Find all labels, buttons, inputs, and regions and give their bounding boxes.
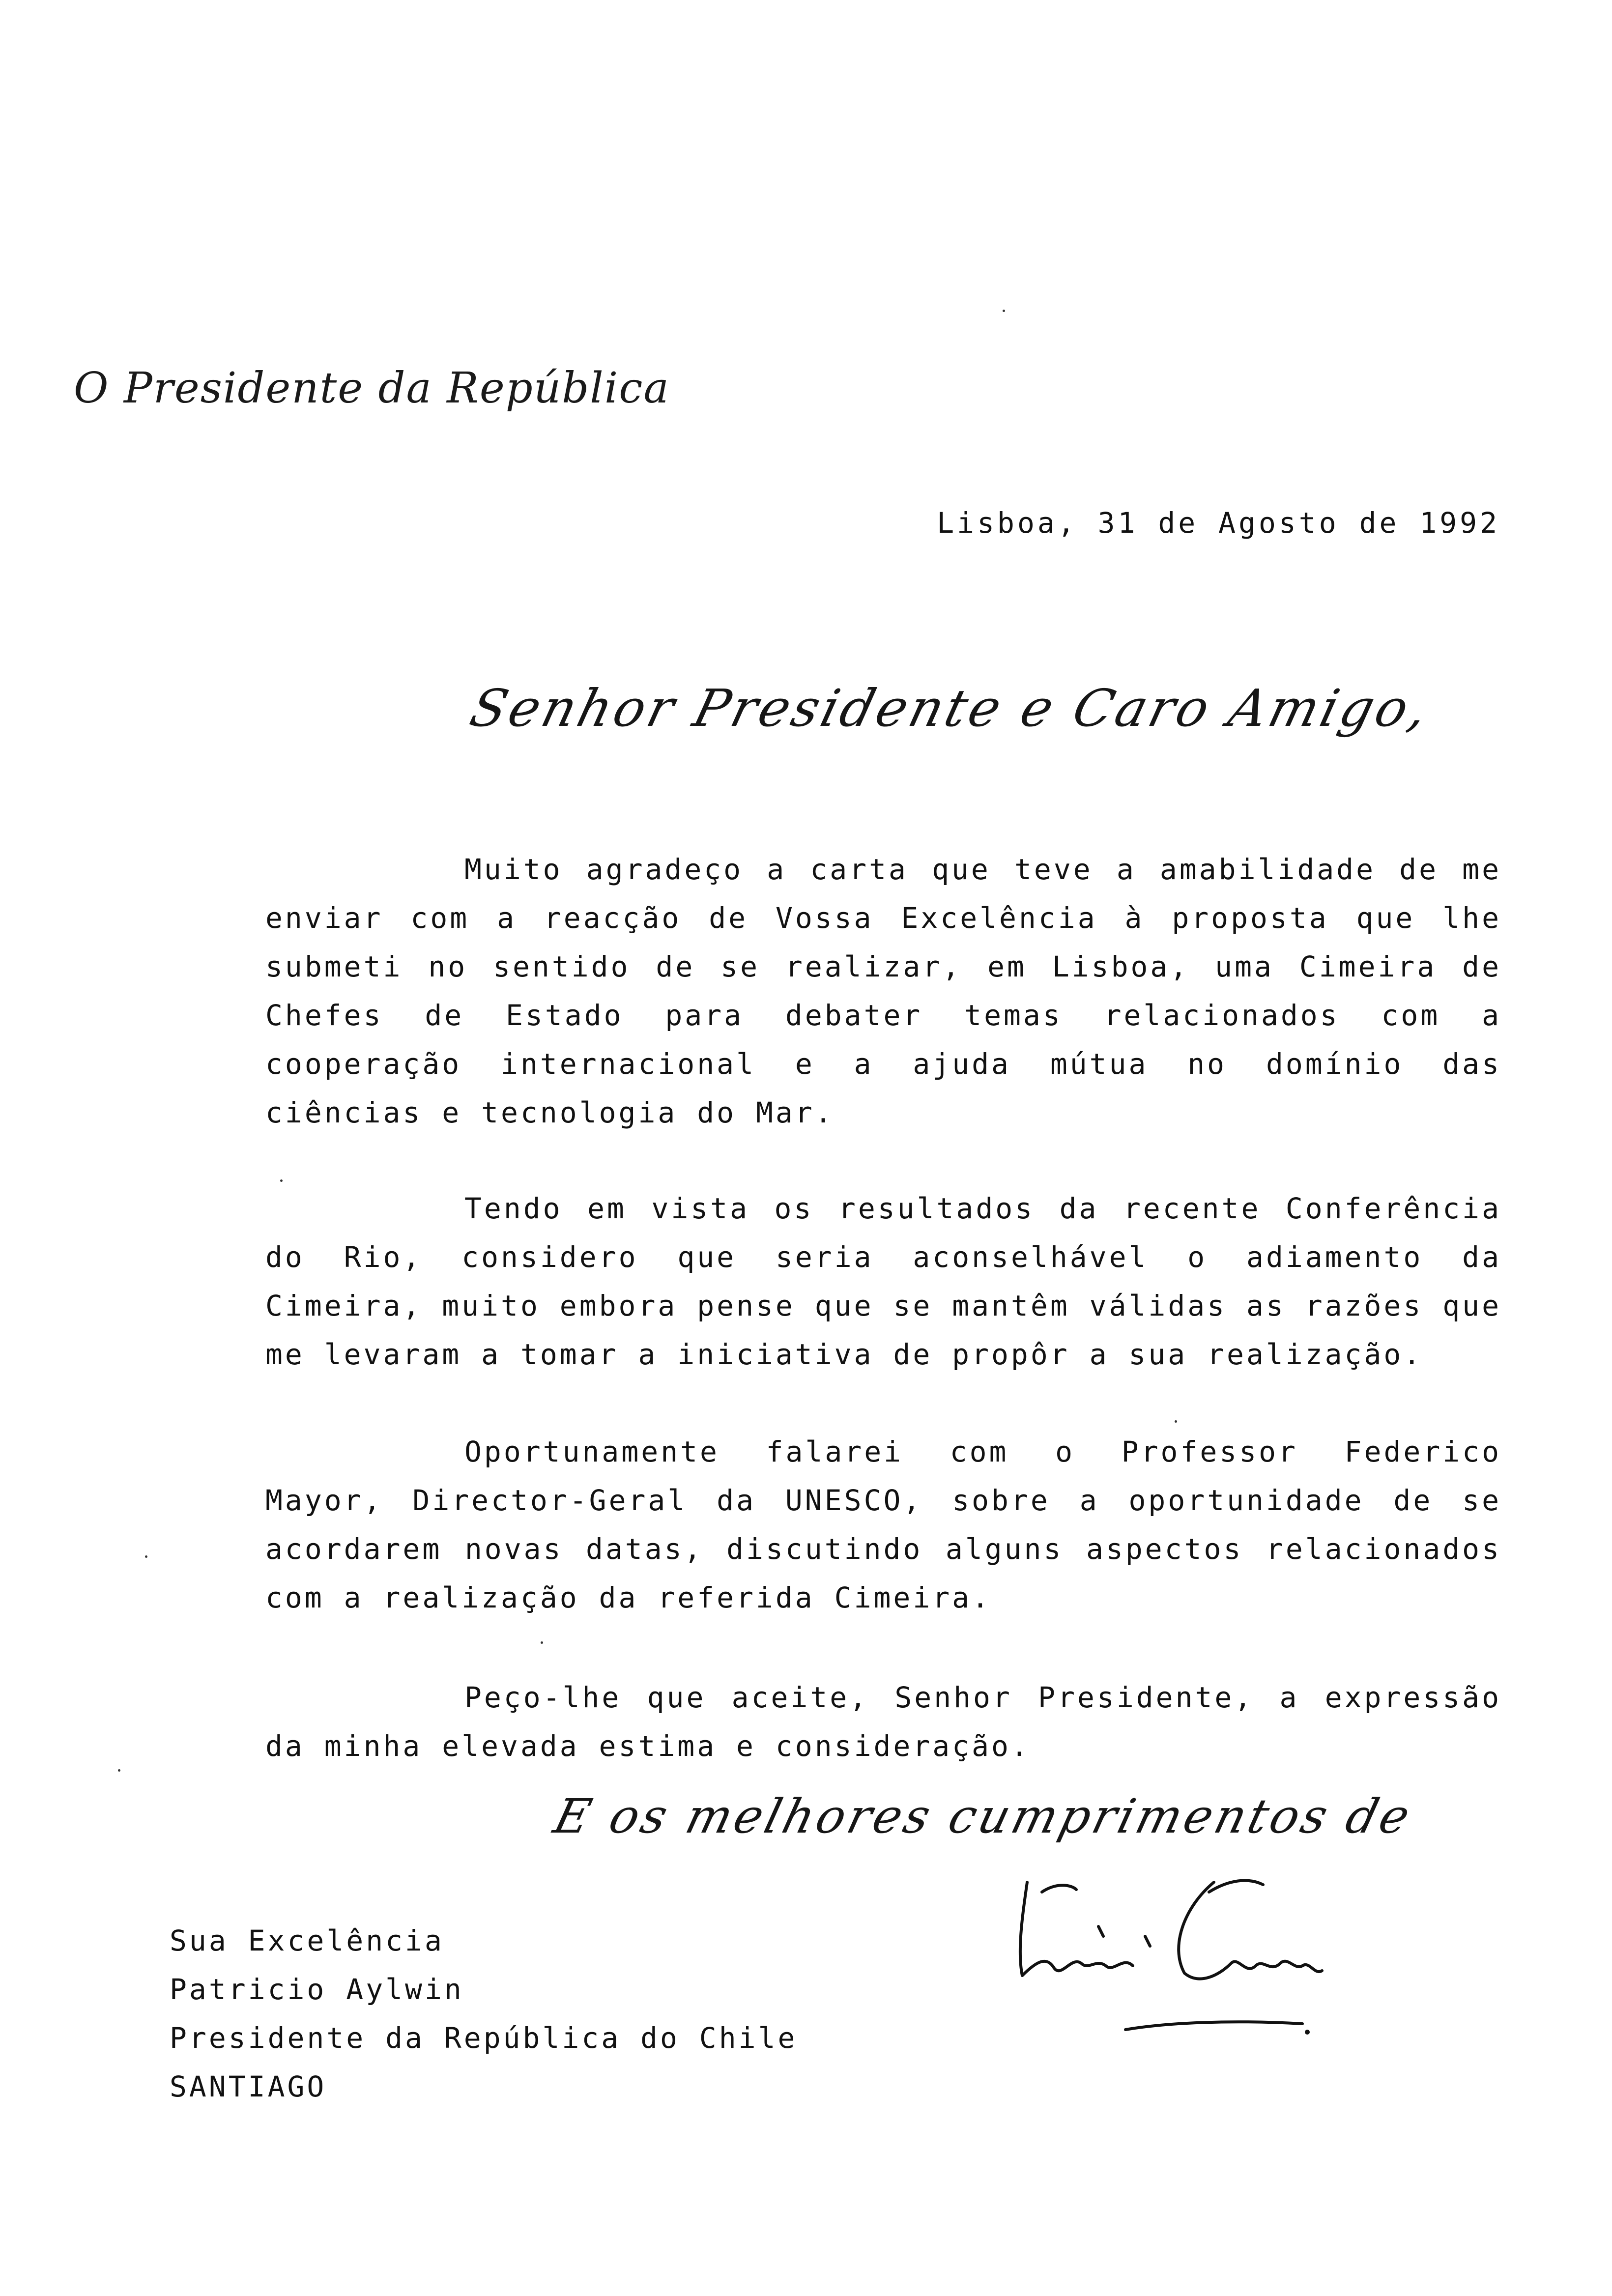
scan-speck [280, 1179, 283, 1182]
addressee-city: SANTIAGO [170, 2070, 327, 2103]
paragraph-3: Oportunamente falarei com o Professor Federico Mayor, Director-Geral da UNESCO, sobre a oportunidade de se acordarem novas datas, discutindo alguns aspectos relacionados com a realização da referida Cimeira. [265, 1435, 1501, 1614]
addressee-block [170, 1917, 797, 2111]
scan-speck [118, 1769, 120, 1772]
letterhead: O Presidente da República [74, 364, 670, 413]
scan-speck [1003, 310, 1005, 312]
addressee-name: Patricio Aylwin [170, 1973, 464, 2006]
date-line: Lisboa, 31 de Agosto de 1992 [937, 506, 1500, 540]
handwritten-salutation: Senhor Presidente e Caro Amigo, [464, 678, 1437, 738]
paragraph-4: Peço-lhe que aceite, Senhor Presidente, a expressão da minha elevada estima e consideração. [265, 1681, 1501, 1763]
handwritten-closing: E os melhores cumprimentos de [548, 1789, 1418, 1844]
signature [1008, 1863, 1332, 2044]
addressee-office: Presidente da República do Chile [170, 2021, 798, 2055]
addressee-title: Sua Excelência [170, 1924, 444, 1957]
scan-speck [1175, 1420, 1177, 1423]
scan-speck [145, 1555, 147, 1558]
scan-speck [541, 1641, 543, 1644]
paragraph-1: Muito agradeço a carta que teve a amabilidade de me enviar com a reacção de Vossa Excelência à proposta que lhe submeti no sentido de se realizar, em Lisboa, uma Cimeira de Chefes de Estado para debater temas relacionados com a cooperação internacional e a ajuda mútua no domínio das ciências e tecnologia do Mar. [265, 853, 1501, 1129]
paragraph-2: Tendo em vista os resultados da recente Conferência do Rio, considero que seria aconselhável o adiamento da Cimeira, muito embora pense que se mantêm válidas as razões que me levaram a tomar a iniciativa de propôr a sua realização. [265, 1192, 1501, 1371]
